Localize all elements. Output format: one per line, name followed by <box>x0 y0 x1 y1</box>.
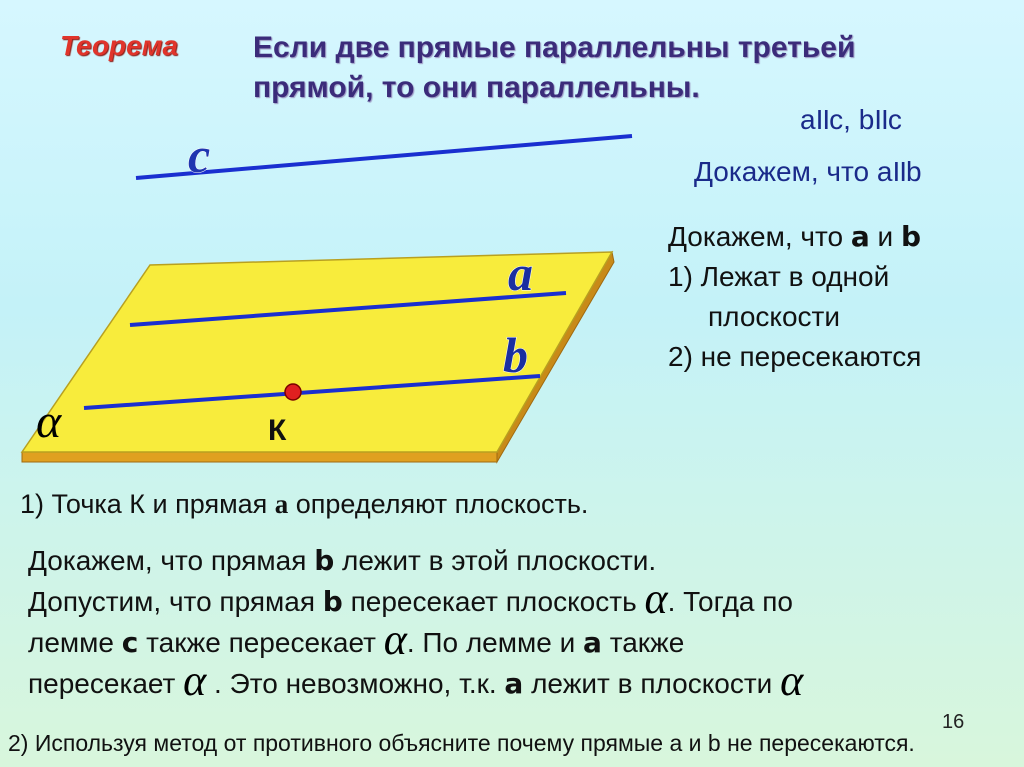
line-a-label: a <box>508 245 533 301</box>
proof-line-2 <box>28 574 1018 623</box>
proof-l4-mid: . Это невозможно, т.к. <box>206 668 505 699</box>
proof-l2-suffix: . Тогда по <box>667 586 793 617</box>
point-k-label: К <box>268 414 287 447</box>
condition-1-line-1: 1) Лежат в одной <box>668 261 890 292</box>
to-prove-statement <box>694 156 922 188</box>
proof-l2-prefix: Допустим, что прямая <box>28 586 323 617</box>
proof-l3-mid2: . По лемме и <box>406 627 584 658</box>
proof-l3-mid: также пересекает <box>138 627 384 658</box>
question-2: 2) Используя метод от противного объясните почему прямые a и b не пересекаются. <box>8 730 915 756</box>
theorem-line-1: Если две прямые параллельны третьей <box>253 31 856 64</box>
proof-l1-suffix: лежит в этой плоскости. <box>334 545 657 576</box>
proof-l4-a: a <box>504 667 524 700</box>
given-c1: c, <box>829 104 859 135</box>
to-prove-prefix: Докажем, что <box>694 156 877 187</box>
proof-l1-prefix: Докажем, что прямая <box>28 545 315 576</box>
proof-line-1 <box>28 540 1018 581</box>
proof-text <box>28 540 1018 704</box>
proof-l2-mid: пересекает плоскость <box>342 586 645 617</box>
step-1-suffix: определяют плоскость. <box>288 489 589 519</box>
given-statement <box>800 104 902 136</box>
conditions-intro-a: a <box>850 220 870 253</box>
proof-l3-prefix: лемме <box>28 627 122 658</box>
theorem-statement <box>253 28 973 108</box>
point-k <box>285 384 301 400</box>
step-1 <box>20 489 588 520</box>
condition-2: 2) не пересекаются <box>668 341 922 372</box>
to-prove-parallel: II <box>892 156 906 187</box>
proof-l3-a: a <box>583 626 602 659</box>
step-1-a: a <box>274 489 289 519</box>
plane-alpha-label: α <box>36 395 62 448</box>
proof-l4-alpha-2: α <box>780 656 804 705</box>
proof-l4-prefix: пересекает <box>28 668 184 699</box>
slide-number: 16 <box>942 711 965 733</box>
proof-l4-alpha: α <box>183 656 207 705</box>
conditions-intro <box>668 217 921 257</box>
step-1-prefix: 1) Точка К и прямая <box>20 489 275 519</box>
proof-l2-alpha: α <box>644 574 668 623</box>
plane-edge <box>22 452 497 462</box>
line-c-label: c <box>188 127 211 183</box>
proof-l2-b: b <box>322 585 343 618</box>
given-b: b <box>858 104 875 135</box>
proof-l3-alpha: α <box>383 615 407 664</box>
proof-line-4 <box>28 656 1018 705</box>
conditions-intro-and: и <box>869 221 901 252</box>
condition-1-line-2: плоскости <box>708 301 840 332</box>
theorem-label: Теорема <box>60 30 179 61</box>
proof-line-3 <box>28 615 1018 664</box>
proof-l3-suffix: также <box>601 627 685 658</box>
conditions-intro-b: b <box>900 220 922 253</box>
given-parallel-2: II <box>874 104 888 135</box>
to-prove-b: b <box>906 156 922 187</box>
given-a: a <box>800 104 816 135</box>
proof-conditions <box>668 217 921 377</box>
proof-l1-b: b <box>314 544 335 577</box>
to-prove-a: a <box>876 156 893 187</box>
conditions-intro-prefix: Докажем, что <box>668 221 851 252</box>
theorem-line-2: прямой, то они параллельны. <box>253 71 700 104</box>
given-c2: c <box>887 104 902 135</box>
line-c <box>136 136 632 178</box>
given-parallel-1: II <box>815 104 830 135</box>
line-b-label: b <box>503 327 528 383</box>
proof-l3-c: c <box>121 626 139 659</box>
proof-l4-suffix: лежит в плоскости <box>523 668 781 699</box>
